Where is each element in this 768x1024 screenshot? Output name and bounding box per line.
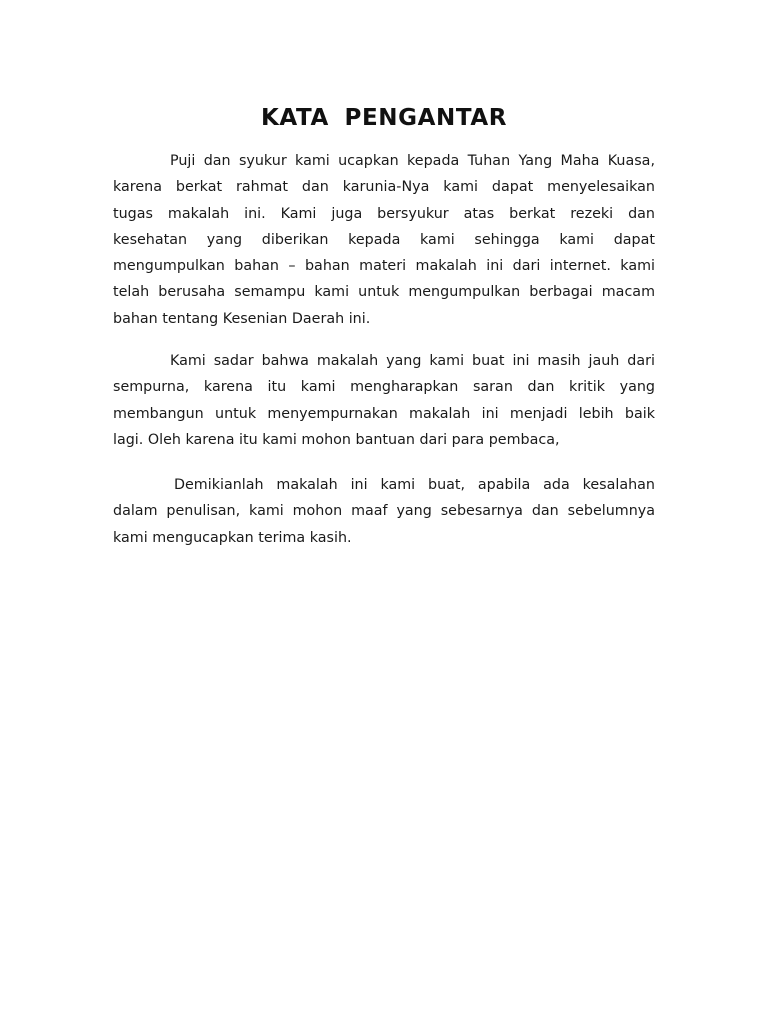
paragraph-line: lagi. Oleh karena itu kami mohon bantuan dari para pembaca, <box>113 431 560 448</box>
paragraph-line: membangun untuk menyempurnakan makalah ini menjadi lebih baik <box>113 405 655 422</box>
paragraph-opening <box>113 148 655 332</box>
paragraph-line: sempurna, karena itu kami mengharapkan saran dan kritik yang <box>113 379 655 396</box>
paragraph-line: kesehatan yang diberikan kepada kami sehingga kami dapat <box>113 231 655 248</box>
paragraph-line: mengumpulkan bahan – bahan materi makalah ini dari internet. kami <box>113 258 655 275</box>
paragraph-line: Demikianlah makalah ini kami buat, apabila ada kesalahan <box>174 477 655 493</box>
paragraph-line: kami mengucapkan terima kasih. <box>113 529 352 546</box>
paragraph-acknowledgement <box>113 348 655 453</box>
paragraph-line: telah berusaha semampu kami untuk mengumpulkan berbagai macam <box>113 284 655 301</box>
paragraph-line: tugas makalah ini. Kami juga bersyukur atas berkat rezeki dan <box>113 205 655 222</box>
paragraph-line: dalam penulisan, kami mohon maaf yang sebesarnya dan sebelumnya <box>113 503 655 520</box>
paragraph-line: Puji dan syukur kami ucapkan kepada Tuhan Yang Maha Kuasa, <box>170 153 655 169</box>
page-title: KATA PENGANTAR <box>260 105 508 132</box>
paragraph-line: bahan tentang Kesenian Daerah ini. <box>113 310 371 327</box>
paragraph-line: Kami sadar bahwa makalah yang kami buat ini masih jauh dari <box>170 353 655 369</box>
paragraph-line: karena berkat rahmat dan karunia-Nya kami dapat menyelesaikan <box>113 179 655 196</box>
paragraph-closing <box>113 472 655 551</box>
